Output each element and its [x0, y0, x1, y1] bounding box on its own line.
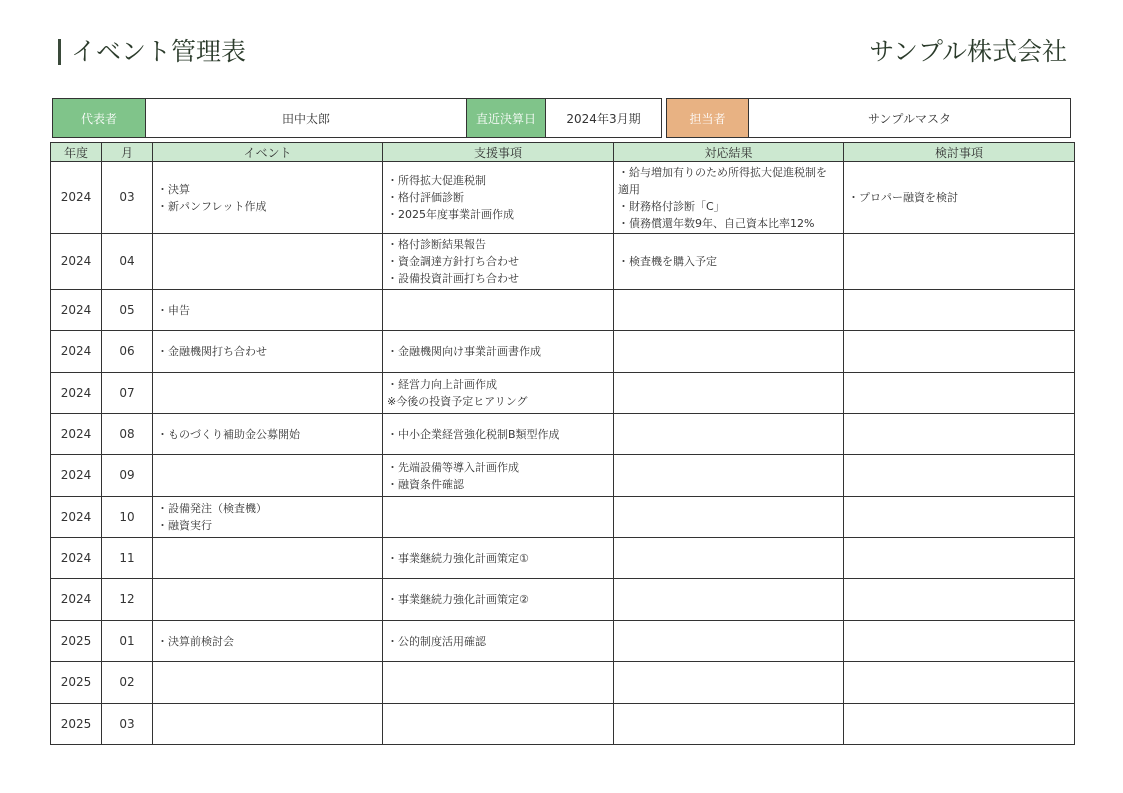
cell-line: ・経営力向上計画作成 — [387, 378, 497, 391]
table-header-row — [51, 143, 1075, 162]
year-cell: 2025 — [51, 621, 102, 662]
support-cell — [383, 290, 614, 331]
col-header-support: 支援事項 — [383, 143, 614, 162]
cell-line: ・融資条件確認 — [387, 477, 464, 491]
support-cell — [383, 414, 614, 455]
event-cell — [153, 414, 383, 455]
event-cell — [153, 290, 383, 331]
year-cell: 2024 — [51, 290, 102, 331]
cell-line: 適用 — [618, 182, 640, 196]
month-cell: 10 — [102, 497, 153, 538]
table-row — [51, 290, 1075, 331]
cell-line: ・債務償還年数9年、自己資本比率12% — [618, 216, 815, 230]
result-cell — [614, 234, 844, 290]
result-cell — [614, 373, 844, 414]
review-cell — [844, 234, 1075, 290]
support-cell — [383, 497, 614, 538]
cell-line: ・中小企業経営強化税制B類型作成 — [387, 427, 560, 441]
event-cell — [153, 704, 383, 745]
cell-line: ・プロパー融資を検討 — [848, 191, 958, 204]
cell-line: ・決算前検討会 — [157, 634, 234, 648]
event-cell — [153, 662, 383, 704]
person-in-charge-label: 担当者 — [666, 98, 749, 138]
title-accent-bar — [58, 39, 61, 65]
cell-line: ・財務格付診断「C」 — [618, 199, 725, 213]
representative-value: 田中太郎 — [145, 98, 467, 138]
result-cell — [614, 704, 844, 745]
cell-line: ・融資実行 — [157, 519, 212, 532]
cell-line: ・資金調達方針打ち合わせ — [387, 255, 519, 268]
year-cell: 2024 — [51, 414, 102, 455]
support-cell — [383, 234, 614, 290]
support-cell — [383, 455, 614, 497]
event-cell — [153, 579, 383, 621]
month-cell: 03 — [102, 704, 153, 745]
company-name: サンプル株式会社 — [869, 37, 1067, 66]
event-cell — [153, 621, 383, 662]
cell-line: ・所得拡大促進税制 — [387, 174, 486, 187]
review-cell — [844, 704, 1075, 745]
year-cell: 2025 — [51, 704, 102, 745]
review-cell — [844, 414, 1075, 455]
cell-line: ・格付診断結果報告 — [387, 238, 486, 251]
year-cell: 2024 — [51, 373, 102, 414]
event-cell — [153, 455, 383, 497]
event-cell — [153, 162, 383, 234]
cell-line: ・設備発注（検査機） — [157, 502, 267, 515]
table-row — [51, 704, 1075, 745]
result-cell — [614, 162, 844, 234]
month-cell: 05 — [102, 290, 153, 331]
cell-line: ・2025年度事業計画作成 — [387, 208, 514, 221]
event-cell — [153, 331, 383, 373]
event-cell — [153, 497, 383, 538]
fiscal-date-label: 直近決算日 — [466, 98, 546, 138]
review-cell — [844, 497, 1075, 538]
review-cell — [844, 290, 1075, 331]
result-cell — [614, 497, 844, 538]
result-cell — [614, 579, 844, 621]
month-cell: 11 — [102, 538, 153, 579]
person-in-charge-value: サンプルマスタ — [748, 98, 1071, 138]
table-row — [51, 538, 1075, 579]
result-cell — [614, 621, 844, 662]
table-row — [51, 497, 1075, 538]
col-header-result: 対応結果 — [614, 143, 844, 162]
cell-line: ・先端設備等導入計画作成 — [387, 460, 519, 474]
table-row — [51, 234, 1075, 290]
year-cell: 2024 — [51, 234, 102, 290]
result-cell — [614, 538, 844, 579]
event-cell — [153, 538, 383, 579]
cell-line: ・金融機関打ち合わせ — [157, 345, 267, 358]
result-cell — [614, 455, 844, 497]
year-cell: 2025 — [51, 662, 102, 704]
event-table — [50, 142, 1075, 745]
support-cell — [383, 538, 614, 579]
support-cell — [383, 662, 614, 704]
review-cell — [844, 373, 1075, 414]
cell-line: ・申告 — [157, 303, 190, 317]
year-cell: 2024 — [51, 331, 102, 373]
support-cell — [383, 621, 614, 662]
fiscal-date-value: 2024年3月期 — [545, 98, 662, 138]
cell-line: ・新パンフレット作成 — [157, 199, 267, 213]
month-cell: 01 — [102, 621, 153, 662]
result-cell — [614, 331, 844, 373]
table-row — [51, 331, 1075, 373]
cell-line: ・格付評価診断 — [387, 191, 464, 204]
result-cell — [614, 414, 844, 455]
support-cell — [383, 373, 614, 414]
cell-line: ・ものづくり補助金公募開始 — [157, 427, 300, 441]
month-cell: 08 — [102, 414, 153, 455]
cell-line: ・決算 — [157, 182, 190, 196]
support-cell — [383, 579, 614, 621]
col-header-event: イベント — [153, 143, 383, 162]
info-bar — [52, 98, 1071, 138]
support-cell — [383, 704, 614, 745]
table-row — [51, 579, 1075, 621]
cell-line: ・公的制度活用確認 — [387, 634, 486, 648]
table-row — [51, 162, 1075, 234]
support-cell — [383, 331, 614, 373]
month-cell: 02 — [102, 662, 153, 704]
review-cell — [844, 162, 1075, 234]
review-cell — [844, 662, 1075, 704]
cell-line: ・事業継続力強化計画策定② — [387, 593, 529, 606]
cell-line: ・検査機を購入予定 — [618, 255, 717, 268]
review-cell — [844, 538, 1075, 579]
table-row — [51, 621, 1075, 662]
month-cell: 04 — [102, 234, 153, 290]
table-row — [51, 455, 1075, 497]
event-cell — [153, 234, 383, 290]
review-cell — [844, 455, 1075, 497]
review-cell — [844, 621, 1075, 662]
event-cell — [153, 373, 383, 414]
representative-label: 代表者 — [52, 98, 146, 138]
cell-line: ・設備投資計画打ち合わせ — [387, 272, 519, 285]
table-row — [51, 414, 1075, 455]
cell-line: ※今後の投資予定ヒアリング — [387, 395, 528, 408]
year-cell: 2024 — [51, 538, 102, 579]
result-cell — [614, 290, 844, 331]
page-title: イベント管理表 — [71, 37, 247, 66]
col-header-review: 検討事項 — [844, 143, 1075, 162]
year-cell: 2024 — [51, 455, 102, 497]
year-cell: 2024 — [51, 497, 102, 538]
month-cell: 06 — [102, 331, 153, 373]
month-cell: 03 — [102, 162, 153, 234]
month-cell: 07 — [102, 373, 153, 414]
page-title-wrap — [58, 34, 246, 70]
table-row — [51, 662, 1075, 704]
month-cell: 12 — [102, 579, 153, 621]
cell-line: ・給与増加有りのため所得拡大促進税制を — [618, 165, 827, 179]
year-cell: 2024 — [51, 579, 102, 621]
year-cell: 2024 — [51, 162, 102, 234]
cell-line: ・事業継続力強化計画策定① — [387, 551, 529, 565]
result-cell — [614, 662, 844, 704]
month-cell: 09 — [102, 455, 153, 497]
table-row — [51, 373, 1075, 414]
col-header-month: 月 — [102, 143, 153, 162]
cell-line: ・金融機関向け事業計画書作成 — [387, 345, 541, 358]
support-cell — [383, 162, 614, 234]
review-cell — [844, 331, 1075, 373]
col-header-year: 年度 — [51, 143, 102, 162]
review-cell — [844, 579, 1075, 621]
